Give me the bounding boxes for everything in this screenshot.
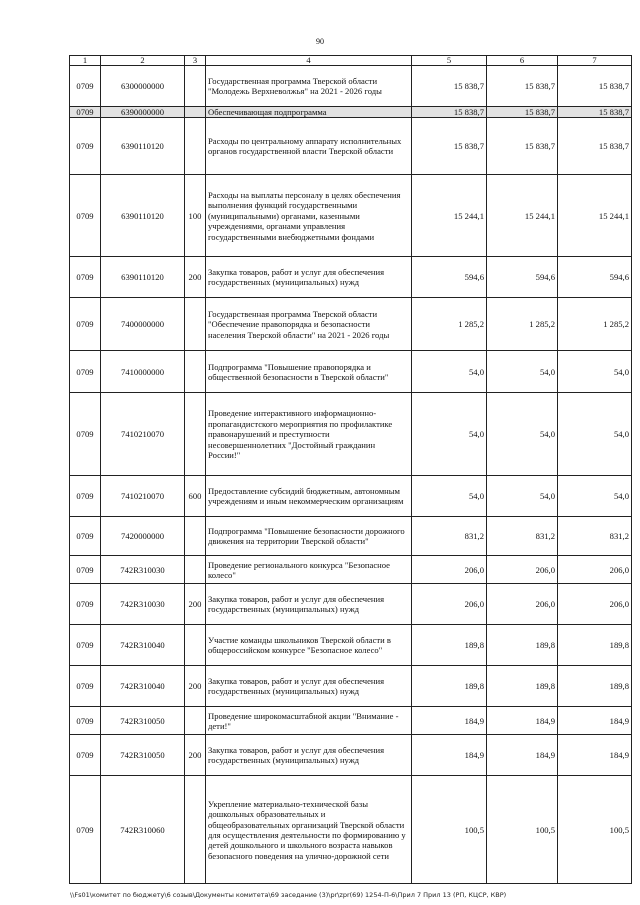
row-name: Проведение интерактивного информационно-пропагандистского мероприятия по профилактике правонарушений и преступности несовершеннолетних "Достойный гражданин России!" [206, 393, 412, 476]
amount-col5: 184,9 [412, 735, 487, 776]
section-code: 0709 [70, 476, 101, 517]
section-code: 0709 [70, 735, 101, 776]
amount-col6: 15 244,1 [487, 175, 558, 257]
amount-col6: 100,5 [487, 776, 558, 884]
expense-type-code: 100 [185, 175, 206, 257]
row-name: Закупка товаров, работ и услуг для обеспечения государственных (муниципальных) нужд [206, 666, 412, 707]
target-article-code: 7410210070 [101, 393, 185, 476]
section-code: 0709 [70, 351, 101, 393]
table-row [70, 517, 632, 556]
table-row [70, 118, 632, 175]
section-code: 0709 [70, 257, 101, 298]
expense-type-code [185, 517, 206, 556]
row-name: Государственная программа Тверской области "Молодежь Верхневолжья" на 2021 - 2026 годы [206, 66, 412, 107]
target-article-code: 742R310030 [101, 556, 185, 584]
expense-type-code: 200 [185, 257, 206, 298]
amount-col6: 206,0 [487, 556, 558, 584]
amount-col6: 184,9 [487, 735, 558, 776]
table-row [70, 393, 632, 476]
target-article-code: 742R310050 [101, 735, 185, 776]
row-name: Обеспечивающая подпрограмма [206, 107, 412, 118]
amount-col5: 189,8 [412, 666, 487, 707]
amount-col7: 15 838,7 [558, 107, 632, 118]
target-article-code: 6390110120 [101, 118, 185, 175]
amount-col7: 189,8 [558, 625, 632, 666]
column-header: 3 [185, 56, 206, 66]
amount-col6: 189,8 [487, 625, 558, 666]
table-row [70, 66, 632, 107]
amount-col7: 15 838,7 [558, 118, 632, 175]
section-code: 0709 [70, 107, 101, 118]
column-header: 2 [101, 56, 185, 66]
expense-type-code [185, 393, 206, 476]
file-path-footer: \\Fs01\комитет по бюджету\6 созыв\Документы комитета\69 заседание (3)\pr\zpr(69) 1254-П-6\Прил 7 Прил 13 (РП, КЦСР, КВР) [70, 891, 507, 899]
amount-col7: 54,0 [558, 476, 632, 517]
table-row [70, 584, 632, 625]
amount-col7: 184,9 [558, 735, 632, 776]
target-article-code: 742R310060 [101, 776, 185, 884]
table-row [70, 556, 632, 584]
amount-col5: 184,9 [412, 707, 487, 735]
table-row [70, 257, 632, 298]
section-code: 0709 [70, 393, 101, 476]
amount-col5: 831,2 [412, 517, 487, 556]
target-article-code: 7400000000 [101, 298, 185, 351]
amount-col7: 206,0 [558, 556, 632, 584]
row-name: Закупка товаров, работ и услуг для обеспечения государственных (муниципальных) нужд [206, 735, 412, 776]
amount-col7: 54,0 [558, 393, 632, 476]
amount-col6: 15 838,7 [487, 66, 558, 107]
target-article-code: 7420000000 [101, 517, 185, 556]
expense-type-code [185, 66, 206, 107]
table-row [70, 298, 632, 351]
amount-col5: 1 285,2 [412, 298, 487, 351]
row-name: Закупка товаров, работ и услуг для обеспечения государственных (муниципальных) нужд [206, 584, 412, 625]
amount-col6: 15 838,7 [487, 107, 558, 118]
row-name: Проведение широкомасштабной акции "Внимание - дети!" [206, 707, 412, 735]
row-name: Расходы по центральному аппарату исполнительных органов государственной власти Тверской области [206, 118, 412, 175]
row-name: Подпрограмма "Повышение правопорядка и общественной безопасности в Тверской области" [206, 351, 412, 393]
expense-type-code [185, 107, 206, 118]
budget-table [69, 55, 632, 884]
amount-col6: 1 285,2 [487, 298, 558, 351]
expense-type-code [185, 298, 206, 351]
section-code: 0709 [70, 118, 101, 175]
page-number: 90 [316, 37, 324, 46]
amount-col5: 54,0 [412, 351, 487, 393]
amount-col6: 184,9 [487, 707, 558, 735]
amount-col5: 189,8 [412, 625, 487, 666]
section-code: 0709 [70, 707, 101, 735]
expense-type-code [185, 118, 206, 175]
section-code: 0709 [70, 175, 101, 257]
column-header: 6 [487, 56, 558, 66]
amount-col7: 100,5 [558, 776, 632, 884]
amount-col6: 15 838,7 [487, 118, 558, 175]
amount-col5: 206,0 [412, 584, 487, 625]
amount-col5: 54,0 [412, 393, 487, 476]
amount-col5: 594,6 [412, 257, 487, 298]
amount-col6: 206,0 [487, 584, 558, 625]
table-header-row [70, 56, 632, 66]
amount-col7: 831,2 [558, 517, 632, 556]
amount-col5: 15 838,7 [412, 66, 487, 107]
expense-type-code: 200 [185, 666, 206, 707]
amount-col6: 54,0 [487, 393, 558, 476]
section-code: 0709 [70, 625, 101, 666]
row-name: Предоставление субсидий бюджетным, автономным учреждениям и иным некоммерческим организациям [206, 476, 412, 517]
row-name: Участие команды школьников Тверской области в общероссийском конкурсе "Безопасное колесо" [206, 625, 412, 666]
expense-type-code: 600 [185, 476, 206, 517]
amount-col7: 15 244,1 [558, 175, 632, 257]
amount-col7: 594,6 [558, 257, 632, 298]
table-row [70, 107, 632, 118]
amount-col5: 15 838,7 [412, 107, 487, 118]
table-row [70, 707, 632, 735]
target-article-code: 6390000000 [101, 107, 185, 118]
amount-col7: 54,0 [558, 351, 632, 393]
amount-col7: 206,0 [558, 584, 632, 625]
target-article-code: 742R310050 [101, 707, 185, 735]
table-row [70, 776, 632, 884]
row-name: Закупка товаров, работ и услуг для обеспечения государственных (муниципальных) нужд [206, 257, 412, 298]
amount-col6: 831,2 [487, 517, 558, 556]
column-header: 7 [558, 56, 632, 66]
amount-col6: 54,0 [487, 351, 558, 393]
expense-type-code: 200 [185, 735, 206, 776]
target-article-code: 6390110120 [101, 257, 185, 298]
target-article-code: 6390110120 [101, 175, 185, 257]
section-code: 0709 [70, 556, 101, 584]
table-row [70, 625, 632, 666]
expense-type-code: 200 [185, 584, 206, 625]
row-name: Проведение регионального конкурса "Безопасное колесо" [206, 556, 412, 584]
expense-type-code [185, 351, 206, 393]
table-row [70, 175, 632, 257]
table-row [70, 735, 632, 776]
table-row [70, 666, 632, 707]
target-article-code: 7410000000 [101, 351, 185, 393]
section-code: 0709 [70, 298, 101, 351]
column-header: 5 [412, 56, 487, 66]
target-article-code: 742R310040 [101, 666, 185, 707]
target-article-code: 742R310040 [101, 625, 185, 666]
target-article-code: 6300000000 [101, 66, 185, 107]
row-name: Государственная программа Тверской области "Обеспечение правопорядка и безопасности населения Тверской области" на 2021 - 2026 годы [206, 298, 412, 351]
amount-col5: 15 838,7 [412, 118, 487, 175]
expense-type-code [185, 556, 206, 584]
column-header: 4 [206, 56, 412, 66]
amount-col6: 594,6 [487, 257, 558, 298]
expense-type-code [185, 776, 206, 884]
row-name: Укрепление материально-технической базы дошкольных образовательных и общеобразовательных организаций Тверской области для осуществления деятельности по формированию у детей дошкольного и школьного возраста навыков безопасного поведения на улично-дорожной сети [206, 776, 412, 884]
section-code: 0709 [70, 666, 101, 707]
amount-col5: 100,5 [412, 776, 487, 884]
amount-col5: 206,0 [412, 556, 487, 584]
target-article-code: 7410210070 [101, 476, 185, 517]
amount-col7: 15 838,7 [558, 66, 632, 107]
section-code: 0709 [70, 66, 101, 107]
table-row [70, 476, 632, 517]
column-header: 1 [70, 56, 101, 66]
expense-type-code [185, 625, 206, 666]
section-code: 0709 [70, 584, 101, 625]
amount-col7: 1 285,2 [558, 298, 632, 351]
target-article-code: 742R310030 [101, 584, 185, 625]
amount-col7: 189,8 [558, 666, 632, 707]
expense-type-code [185, 707, 206, 735]
amount-col5: 15 244,1 [412, 175, 487, 257]
table-row [70, 351, 632, 393]
section-code: 0709 [70, 776, 101, 884]
row-name: Подпрограмма "Повышение безопасности дорожного движения на территории Тверской области" [206, 517, 412, 556]
amount-col6: 54,0 [487, 476, 558, 517]
amount-col7: 184,9 [558, 707, 632, 735]
section-code: 0709 [70, 517, 101, 556]
row-name: Расходы на выплаты персоналу в целях обеспечения выполнения функций государственными (муниципальными) органами, казенными учреждениями, органами управления государственными внебюджетными фондами [206, 175, 412, 257]
amount-col5: 54,0 [412, 476, 487, 517]
amount-col6: 189,8 [487, 666, 558, 707]
